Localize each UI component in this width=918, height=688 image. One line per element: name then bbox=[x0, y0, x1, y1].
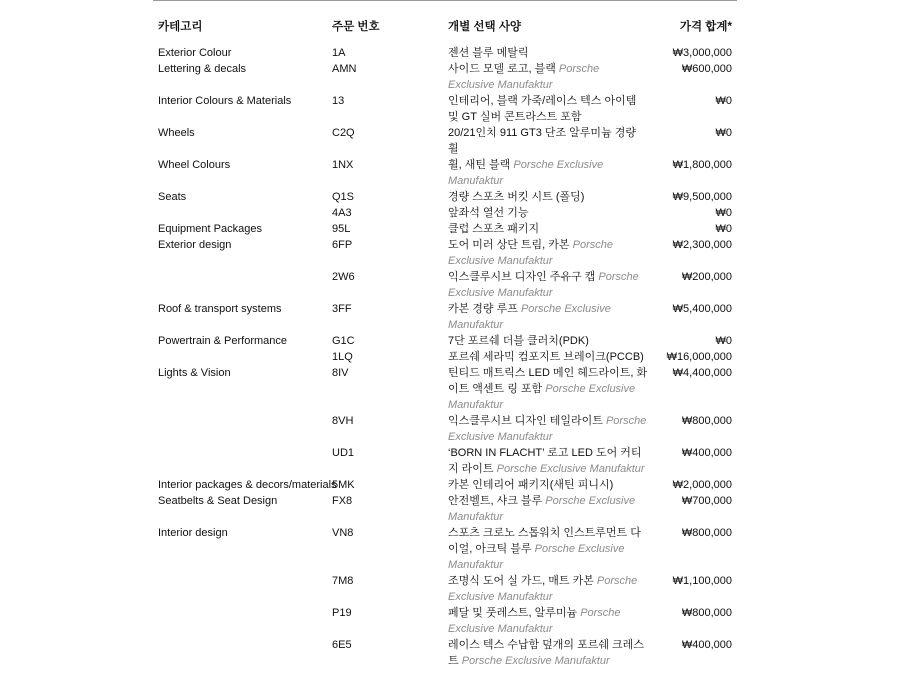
row-code: 1A bbox=[332, 47, 346, 59]
row-manufaktur-note: Porsche Exclusive Manufaktur bbox=[448, 575, 638, 603]
row-code: VN8 bbox=[332, 527, 354, 539]
table-row bbox=[153, 637, 737, 669]
row-option-text: 스포츠 크로노 스톱워치 인스트루먼트 다이얼, 아크틱 블루 bbox=[448, 527, 641, 555]
row-option-text: ‘BORN IN FLACHT’ 로고 LED 도어 커티지 라이트 bbox=[448, 447, 642, 475]
row-manufaktur-note: Porsche Exclusive Manufaktur bbox=[448, 607, 621, 635]
table-row bbox=[153, 45, 737, 61]
row-code: 1LQ bbox=[332, 351, 353, 363]
row-category: Seats bbox=[158, 191, 187, 203]
table-row bbox=[153, 93, 737, 125]
row-option-text: 사이드 모델 로고, 블랙 bbox=[448, 63, 556, 75]
row-option-text: 휠, 새틴 블랙 bbox=[448, 159, 511, 171]
row-manufaktur-note: Porsche Exclusive Manufaktur bbox=[448, 159, 604, 187]
row-code: 5MK bbox=[332, 479, 355, 491]
row-code: 7M8 bbox=[332, 575, 354, 587]
row-option-text: 클럽 스포츠 패키지 bbox=[448, 223, 540, 235]
row-option bbox=[448, 157, 648, 189]
row-option bbox=[448, 205, 648, 221]
header-code: 주문 번호 bbox=[332, 21, 380, 33]
row-category: Wheel Colours bbox=[158, 159, 231, 171]
row-category: Exterior design bbox=[158, 239, 232, 251]
row-price: ₩1,100,000 bbox=[672, 575, 732, 587]
row-option bbox=[448, 365, 648, 413]
row-price: ₩700,000 bbox=[681, 495, 732, 507]
row-code: 8VH bbox=[332, 415, 354, 427]
row-option bbox=[448, 125, 648, 157]
row-option bbox=[448, 61, 648, 93]
row-option-text: 도어 미러 상단 트림, 카본 bbox=[448, 239, 570, 251]
configuration-table bbox=[153, 0, 737, 669]
row-option-text: 7단 포르쉐 더블 클러치(PDK) bbox=[448, 335, 589, 347]
row-price: ₩9,500,000 bbox=[672, 191, 732, 203]
row-code: G1C bbox=[332, 335, 355, 347]
row-option bbox=[448, 445, 648, 477]
header-option: 개별 선택 사양 bbox=[448, 21, 522, 33]
row-category: Powertrain & Performance bbox=[158, 335, 287, 347]
table-row bbox=[153, 189, 737, 205]
row-code: P19 bbox=[332, 607, 352, 619]
row-manufaktur-note: Porsche Exclusive Manufaktur bbox=[448, 239, 613, 267]
table-row bbox=[153, 269, 737, 301]
row-manufaktur-note: Porsche Exclusive Manufaktur bbox=[448, 271, 639, 299]
row-category: Interior Colours & Materials bbox=[158, 95, 292, 107]
row-code: C2Q bbox=[332, 127, 355, 139]
row-option-text: 페달 및 풋레스트, 알루미늄 bbox=[448, 607, 578, 619]
row-manufaktur-note: Porsche Exclusive Manufaktur bbox=[448, 63, 600, 91]
row-option-text: 젠션 블루 메탈릭 bbox=[448, 47, 529, 59]
row-code: 6E5 bbox=[332, 639, 352, 651]
row-manufaktur-note: Porsche Exclusive Manufaktur bbox=[448, 495, 636, 523]
header-price: 가격 합계* bbox=[679, 21, 732, 33]
table-row bbox=[153, 205, 737, 221]
row-option bbox=[448, 333, 648, 349]
table-row bbox=[153, 525, 737, 573]
row-manufaktur-note: Porsche Exclusive Manufaktur bbox=[448, 415, 647, 443]
row-option bbox=[448, 637, 648, 669]
row-option-text: 20/21인치 911 GT3 단조 알루미늄 경량 휠 bbox=[448, 127, 636, 155]
row-option-text: 포르쉐 세라믹 컴포지트 브레이크(PCCB) bbox=[448, 351, 644, 363]
row-code: 6FP bbox=[332, 239, 353, 251]
row-option-text: 경량 스포츠 버킷 시트 (폴딩) bbox=[448, 191, 585, 203]
table-row bbox=[153, 237, 737, 269]
table-row bbox=[153, 573, 737, 605]
row-option bbox=[448, 605, 648, 637]
row-option bbox=[448, 573, 648, 605]
row-option-text: 안전벨트, 샤크 블루 bbox=[448, 495, 543, 507]
row-price: ₩5,400,000 bbox=[672, 303, 732, 315]
row-option bbox=[448, 477, 648, 493]
table-row bbox=[153, 301, 737, 333]
row-category: Interior design bbox=[158, 527, 228, 539]
header-category: 카테고리 bbox=[158, 21, 203, 33]
row-manufaktur-note: Porsche Exclusive Manufaktur bbox=[448, 543, 625, 571]
row-price: ₩3,000,000 bbox=[672, 47, 732, 59]
row-option-text: 앞좌석 열선 기능 bbox=[448, 207, 529, 219]
row-code: AMN bbox=[332, 63, 357, 75]
table-row bbox=[153, 477, 737, 493]
table-row bbox=[153, 333, 737, 349]
row-category: Roof & transport systems bbox=[158, 303, 282, 315]
row-price: ₩2,300,000 bbox=[672, 239, 732, 251]
row-option-text: 틴티드 매트릭스 LED 메인 헤드라이트, 화이트 액센트 링 포함 bbox=[448, 367, 648, 395]
row-price: ₩0 bbox=[715, 95, 732, 107]
row-option bbox=[448, 301, 648, 333]
row-option bbox=[448, 221, 648, 237]
row-code: 13 bbox=[332, 95, 345, 107]
row-option-text: 익스클루시브 디자인 주유구 캡 bbox=[448, 271, 596, 283]
table-body bbox=[153, 45, 737, 669]
table-row bbox=[153, 605, 737, 637]
row-manufaktur-note: Porsche Exclusive Manufaktur bbox=[461, 655, 610, 667]
row-category: Wheels bbox=[158, 127, 195, 139]
row-code: 1NX bbox=[332, 159, 354, 171]
row-category: Seatbelts & Seat Design bbox=[158, 495, 278, 507]
row-price: ₩800,000 bbox=[681, 607, 732, 619]
row-code: 4A3 bbox=[332, 207, 352, 219]
row-option bbox=[448, 269, 648, 301]
table-row bbox=[153, 413, 737, 445]
row-price: ₩0 bbox=[715, 335, 732, 347]
row-option bbox=[448, 237, 648, 269]
table-row bbox=[153, 493, 737, 525]
row-option bbox=[448, 525, 648, 573]
row-option bbox=[448, 189, 648, 205]
row-price: ₩2,000,000 bbox=[672, 479, 732, 491]
row-category: Interior packages & decors/materials bbox=[158, 479, 337, 491]
row-code: 3FF bbox=[332, 303, 352, 315]
row-price: ₩400,000 bbox=[681, 447, 732, 459]
row-price: ₩400,000 bbox=[681, 639, 732, 651]
table-row bbox=[153, 445, 737, 477]
row-option-text: 카본 경량 루프 bbox=[448, 303, 518, 315]
row-category: Lettering & decals bbox=[158, 63, 247, 75]
row-code: 95L bbox=[332, 223, 351, 235]
row-price: ₩200,000 bbox=[681, 271, 732, 283]
row-code: 2W6 bbox=[332, 271, 355, 283]
row-price: ₩600,000 bbox=[681, 63, 732, 75]
row-manufaktur-note: Porsche Exclusive Manufaktur bbox=[448, 383, 636, 411]
row-price: ₩800,000 bbox=[681, 415, 732, 427]
table-row bbox=[153, 221, 737, 237]
row-price: ₩0 bbox=[715, 223, 732, 235]
row-category: Lights & Vision bbox=[158, 367, 231, 379]
row-code: UD1 bbox=[332, 447, 355, 459]
table-row bbox=[153, 365, 737, 413]
row-price: ₩0 bbox=[715, 127, 732, 139]
row-price: ₩1,800,000 bbox=[672, 159, 732, 171]
row-option bbox=[448, 349, 648, 365]
row-option bbox=[448, 93, 648, 125]
row-price: ₩4,400,000 bbox=[672, 367, 732, 379]
row-option bbox=[448, 45, 648, 61]
row-option bbox=[448, 413, 648, 445]
row-option-text: 익스클루시브 디자인 테일라이트 bbox=[448, 415, 603, 427]
row-option bbox=[448, 493, 648, 525]
row-option-text: 인테리어, 블랙 가죽/레이스 텍스 아이템 및 GT 실버 콘트라스트 포함 bbox=[448, 95, 637, 123]
row-code: 8IV bbox=[332, 367, 349, 379]
row-option-text: 레이스 텍스 수납함 덮개의 포르쉐 크레스트 bbox=[448, 639, 644, 667]
row-category: Equipment Packages bbox=[158, 223, 262, 235]
table-row bbox=[153, 349, 737, 365]
row-manufaktur-note: Porsche Exclusive Manufaktur bbox=[496, 463, 645, 475]
row-option-text: 카본 인테리어 패키지(새틴 피니시) bbox=[448, 479, 614, 491]
row-code: Q1S bbox=[332, 191, 355, 203]
row-price: ₩0 bbox=[715, 207, 732, 219]
row-code: FX8 bbox=[332, 495, 353, 507]
table-row bbox=[153, 125, 737, 157]
row-price: ₩16,000,000 bbox=[666, 351, 732, 363]
row-option-text: 조명식 도어 실 가드, 매트 카본 bbox=[448, 575, 594, 587]
table-header bbox=[153, 1, 737, 45]
row-category: Exterior Colour bbox=[158, 47, 232, 59]
row-manufaktur-note: Porsche Exclusive Manufaktur bbox=[448, 303, 611, 331]
table-row bbox=[153, 157, 737, 189]
table-row bbox=[153, 61, 737, 93]
row-price: ₩800,000 bbox=[681, 527, 732, 539]
